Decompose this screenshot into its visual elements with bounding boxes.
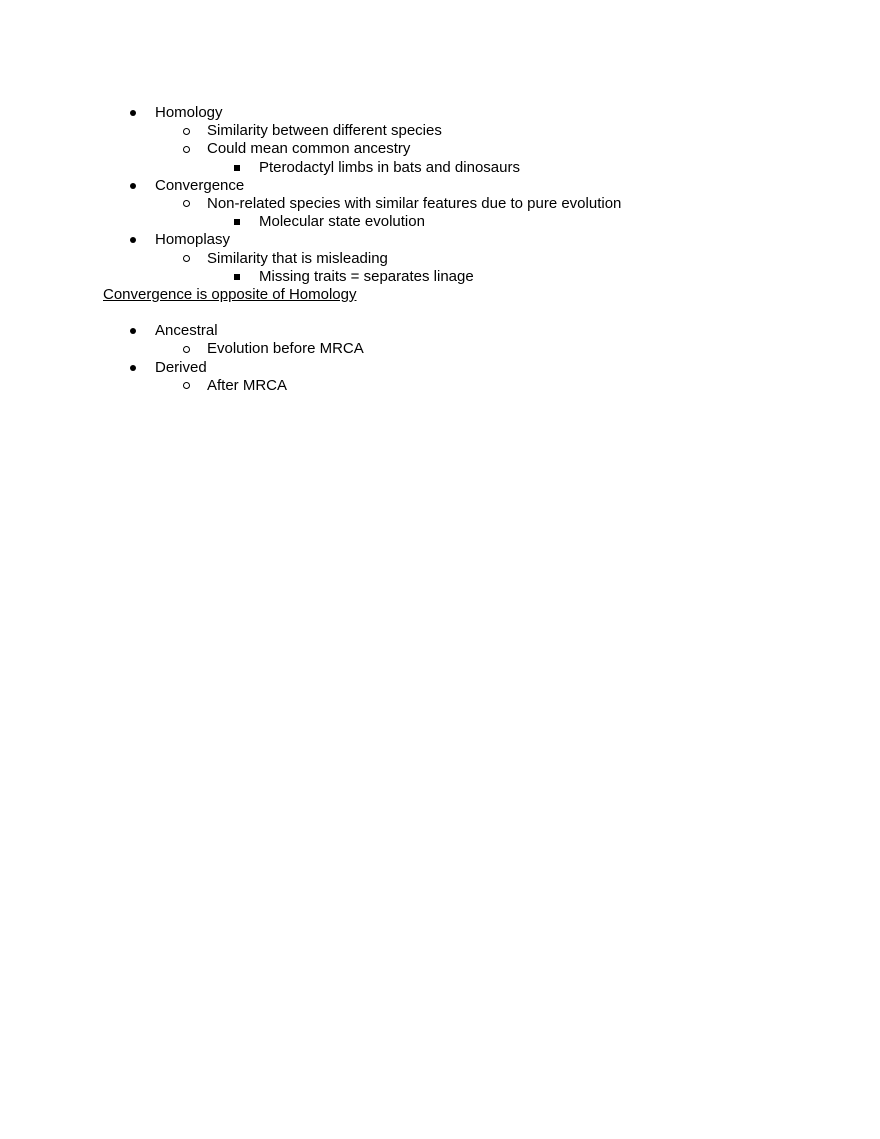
line-text: After MRCA xyxy=(207,376,288,394)
list-item-level-2 xyxy=(0,340,880,358)
list-item-level-1 xyxy=(0,359,880,377)
line-text: Derived xyxy=(155,358,207,376)
bullet-disc-icon xyxy=(123,177,143,195)
bullet-circle-icon xyxy=(176,250,196,268)
line-text: Evolution before MRCA xyxy=(207,340,364,358)
line-text: Molecular state evolution xyxy=(259,213,425,231)
document-body xyxy=(0,104,880,395)
list-item-level-2 xyxy=(0,122,880,140)
list-item-level-1 xyxy=(0,104,880,122)
list-item-level-2 xyxy=(0,195,880,213)
line-text: Homology xyxy=(155,104,223,121)
line-text: Pterodactyl limbs in bats and dinosaurs xyxy=(259,158,520,176)
bullet-square-icon xyxy=(227,159,247,177)
bullet-square-icon xyxy=(227,213,247,231)
list-item-level-1 xyxy=(0,322,880,340)
list-item-level-3 xyxy=(0,159,880,177)
list-item-level-2 xyxy=(0,250,880,268)
line-text: Non-related species with similar features due to pure evolution xyxy=(207,194,622,212)
list-item-level-2 xyxy=(0,377,880,395)
bullet-circle-icon xyxy=(176,140,196,158)
bullet-circle-icon xyxy=(176,195,196,213)
line-text: Could mean common ancestry xyxy=(207,140,411,158)
list-item-level-1 xyxy=(0,231,880,249)
paragraph xyxy=(0,286,880,304)
bullet-disc-icon xyxy=(123,359,143,377)
line-text: Ancestral xyxy=(155,322,218,340)
bullet-disc-icon xyxy=(123,104,143,122)
list-item-level-3 xyxy=(0,268,880,286)
line-text: Convergence is opposite of Homology xyxy=(103,285,357,303)
line-text: Missing traits = separates linage xyxy=(259,267,474,285)
bullet-disc-icon xyxy=(123,322,143,340)
line-text: Similarity that is misleading xyxy=(207,249,388,267)
line-text: Similarity between different species xyxy=(207,122,442,140)
line-text: Homoplasy xyxy=(155,231,231,249)
blank-line xyxy=(0,304,880,322)
list-item-level-1 xyxy=(0,177,880,195)
bullet-circle-icon xyxy=(176,377,196,395)
list-item-level-2 xyxy=(0,140,880,158)
bullet-circle-icon xyxy=(176,122,196,140)
line-text: Convergence xyxy=(155,176,245,194)
bullet-square-icon xyxy=(227,268,247,286)
bullet-disc-icon xyxy=(123,231,143,249)
bullet-circle-icon xyxy=(176,340,196,358)
list-item-level-3 xyxy=(0,213,880,231)
